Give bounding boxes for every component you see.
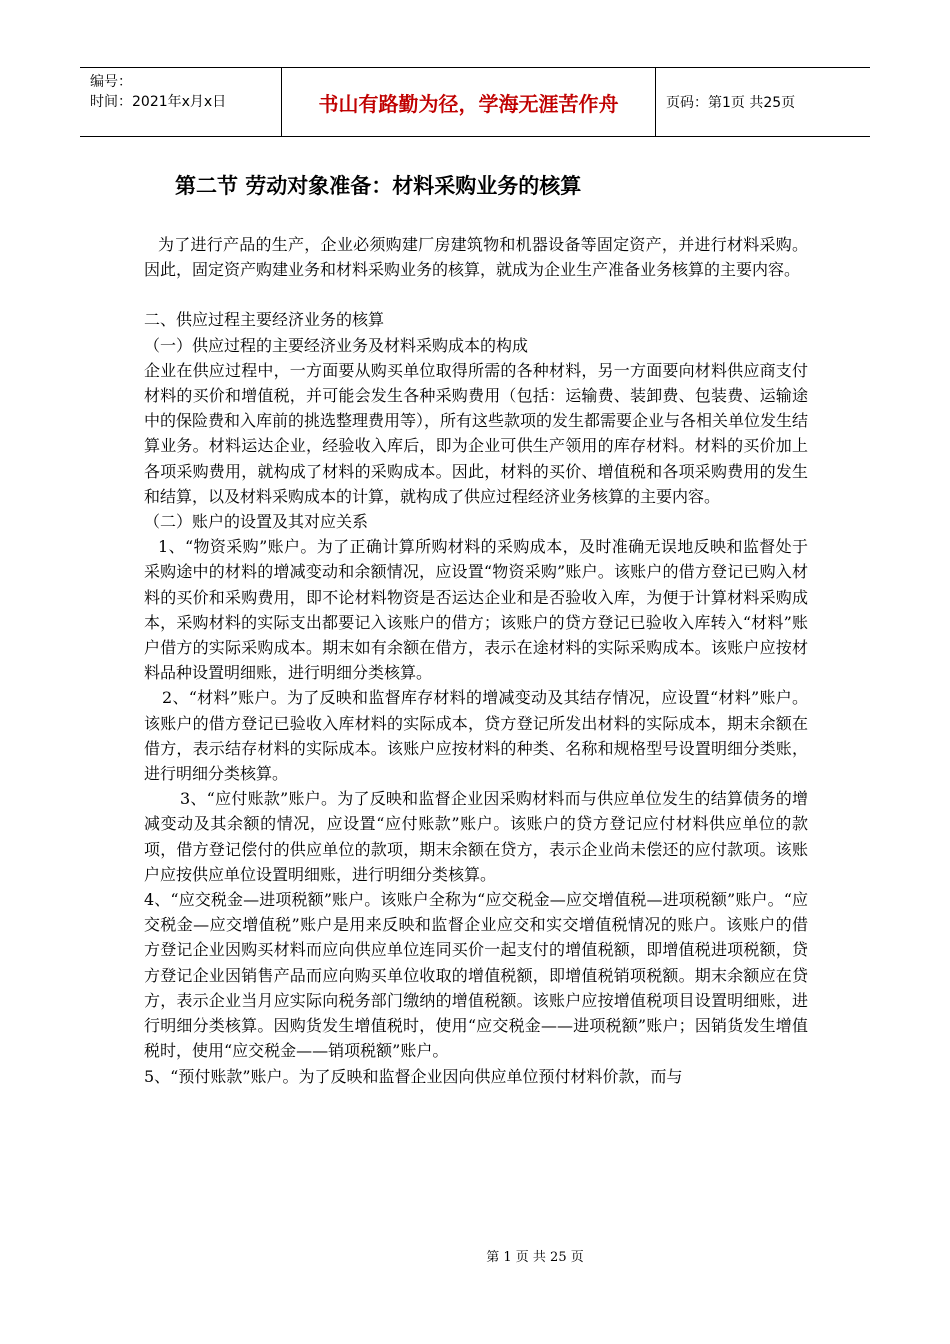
subsection-heading-1: （一）供应过程的主要经济业务及材料采购成本的构成 [144, 335, 529, 355]
page-header [80, 67, 870, 137]
header-page-info: 页码：第1页 共25页 [666, 95, 796, 111]
item-paragraph-5: 5、“预付账款”账户。为了反映和监督企业因向供应单位预付材料价款，而与 [144, 1066, 683, 1086]
item-paragraph-3: 3、“应付账款”账户。为了反映和监督企业因采购材料而与供应单位发生的结算债务的增减变动及其余额的情况，应设置“应付账款”账户。该账户的贷方登记应付材料供应单位的款项，借方登记偿付的供应单位的款项，期末余额在贷方，表示企业尚未偿还的应付款项。该账户应按供应单位设置明细账，进行明细分类核算。 [144, 789, 808, 884]
header-motto: 书山有路勤为径，学海无涯苦作舟 [282, 68, 656, 136]
number-label: 编号： [90, 74, 132, 90]
header-meta [80, 68, 282, 136]
body-paragraph-1: 企业在供应过程中，一方面要从购买单位取得所需的各种材料，另一方面要向材料供应商支付材料的买价和增值税，并可能会发生各种采购费用（包括：运输费、装卸费、包装费、运输途中的保险费和入库前的挑选整理费用等），所有这些款项的发生都需要企业与各相关单位发生结算业务。材料运达企业，经验收入库后，即为企业可供生产领用的库存材料。材料的买价加上各项采购费用，就构成了材料的采购成本。因此，材料的买价、增值税和各项采购费用的发生和结算，以及材料采购成本的计算，就构成了供应过程经济业务核算的主要内容。 [144, 360, 809, 506]
section-heading: 二、供应过程主要经济业务的核算 [144, 310, 385, 330]
intro-paragraph: 为了进行产品的生产，企业必须购建厂房建筑物和机器设备等固定资产，并进行材料采购。因此，固定资产购建业务和材料采购业务的核算，就成为企业生产准备业务核算的主要内容。 [144, 235, 808, 280]
item-paragraph-4: 4、“应交税金—进项税额”账户。该账户全称为“应交税金—应交增值税—进项税额”账户。“应交税金—应交增值税”账户是用来反映和监督企业应交和实交增值税情况的账户。该账户的借方登记企业因购买材料而应向供应单位连同买价一起支付的增值税额，即增值税进项税额，贷方登记企业因销售产品而应向购买单位收取的增值税额，即增值税销项税额。期末余额应在贷方，表示企业当月应实际向税务部门缴纳的增值税额。该账户应按增值税项目设置明细账，进行明细分类核算。因购货发生增值税时，使用“应交税金——进项税额”账户；因销货发生增值税时，使用“应交税金——销项税额”账户。 [144, 890, 808, 1061]
item-paragraph-2: 2、“材料”账户。为了反映和监督库存材料的增减变动及其结存情况，应设置“材料”账户。该账户的借方登记已验收入库材料的实际成本，贷方登记所发出材料的实际成本，期末余额在借方，表示结存材料的实际成本。该账户应按材料的种类、名称和规格型号设置明细分类账，进行明细分类核算。 [144, 688, 808, 784]
page-title: 第二节 劳动对象准备：材料采购业务的核算 [175, 174, 582, 198]
subsection-heading-2: （二）账户的设置及其对应关系 [144, 512, 369, 532]
time-label: 时间：2021年x月x日 [90, 94, 227, 110]
item-paragraph-1: 1、“物资采购”账户。为了正确计算所购材料的采购成本，及时准确无误地反映和监督处于采购途中的材料的增减变动和余额情况，应设置“物资采购”账户。该账户的借方登记已购入材料的买价和采购费用，即不论材料物资是否运达企业和是否验收入库，为便于计算材料采购成本，采购材料的实际支出都要记入该账户的借方；该账户的贷方登记已验收入库转入“材料”账户借方的实际采购成本。期末如有余额在借方，表示在途材料的实际采购成本。该账户应按材料品种设置明细账，进行明细分类核算。 [144, 537, 808, 683]
page-footer: 第 1 页 共 25 页 [486, 1250, 584, 1265]
document-body [144, 232, 808, 1089]
